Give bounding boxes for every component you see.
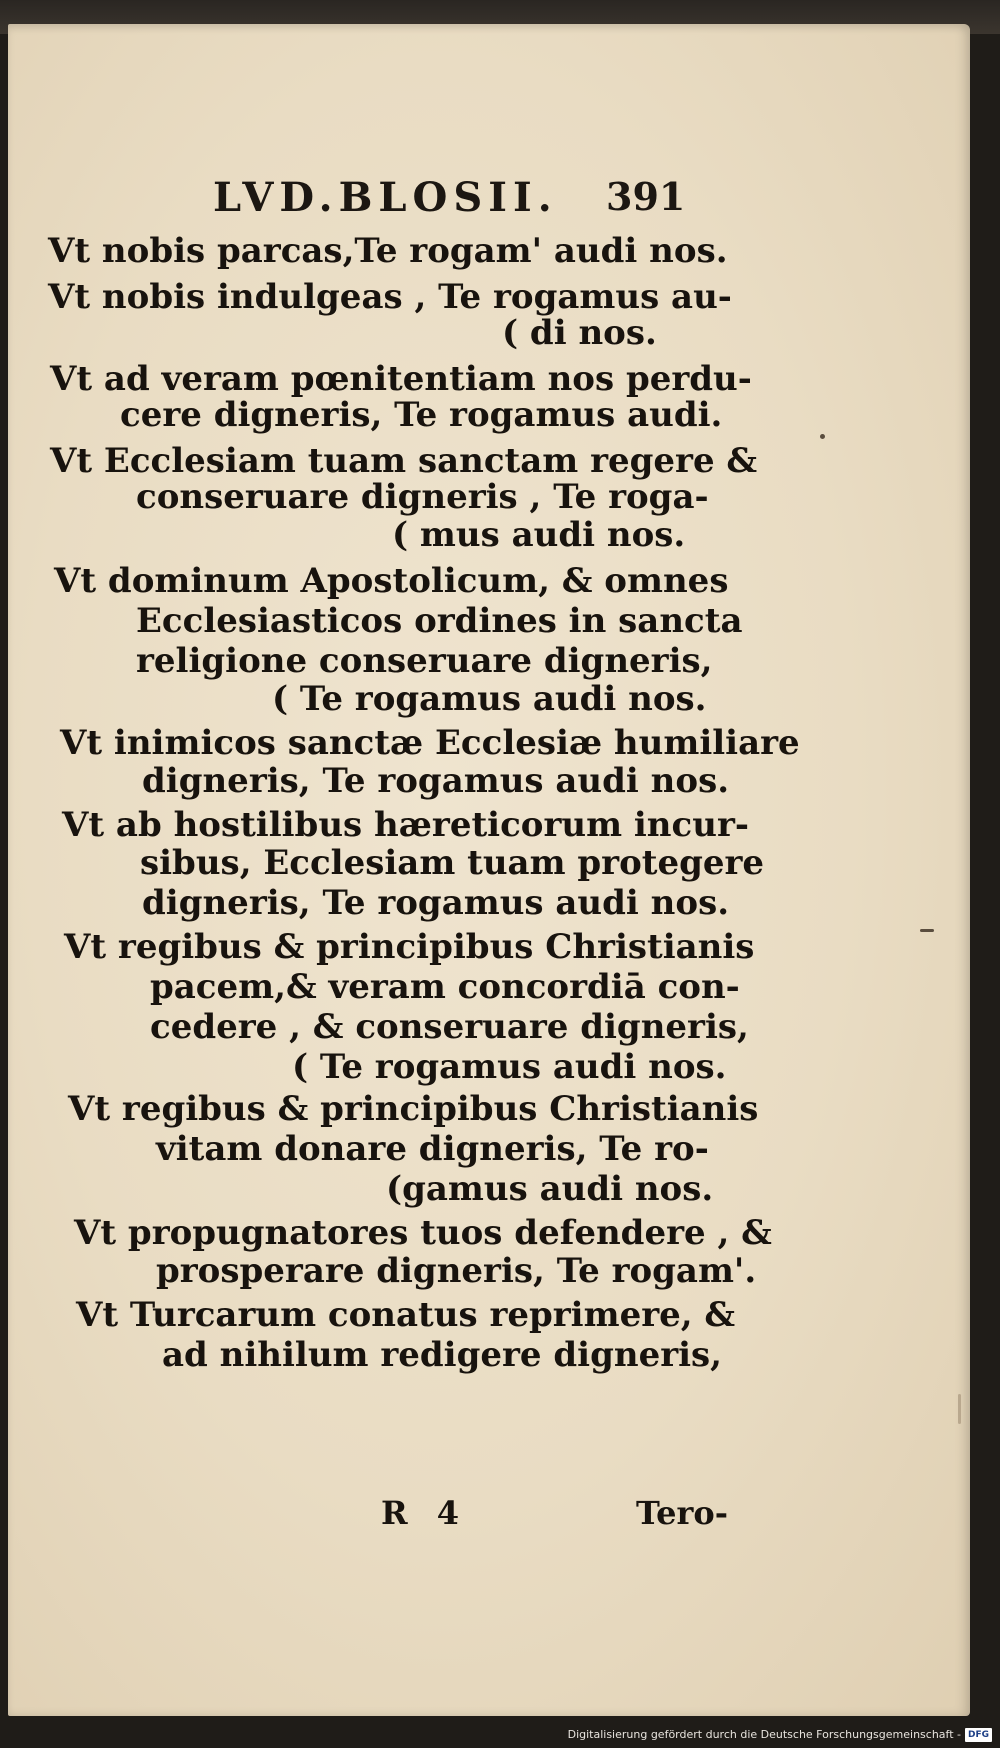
text-line: Ecclesiasticos ordines in sancta — [136, 601, 743, 641]
catchword: Tero- — [636, 1494, 728, 1532]
text-line: Vt ab hostilibus hæreticorum incur- — [62, 805, 749, 845]
running-title: LVD.BLOSII. — [213, 174, 558, 221]
paper-crease — [958, 1394, 961, 1424]
credit-text: Digitalisierung gefördert durch die Deutsche Forschungsgemeinschaft - — [567, 1728, 961, 1741]
digitization-credit — [568, 1724, 992, 1746]
text-line: Vt regibus & principibus Christianis — [68, 1089, 759, 1129]
text-line: Vt ad veram pœnitentiam nos perdu- — [50, 359, 752, 399]
text-line: ad nihilum redigere digneris, — [162, 1335, 723, 1375]
book-page — [8, 24, 970, 1716]
text-line: Vt nobis indulgeas , Te rogamus au- — [48, 277, 732, 317]
text-line: ( mus audi nos. — [392, 515, 686, 555]
text-line: pacem,& veram concordiā con- — [150, 967, 740, 1007]
text-line: Vt nobis parcas,Te rogam' audi nos. — [48, 231, 728, 271]
text-line: ( di nos. — [502, 313, 657, 353]
text-line: sibus, Ecclesiam tuam protegere — [140, 843, 765, 883]
text-line: religione conseruare digneris, — [136, 641, 713, 681]
text-line: Vt regibus & principibus Christianis — [64, 927, 755, 967]
paper-speck — [920, 929, 934, 932]
page-number: 391 — [606, 174, 686, 219]
text-line: cedere , & conseruare digneris, — [150, 1007, 749, 1047]
text-line: Vt dominum Apostolicum, & omnes — [54, 561, 729, 601]
text-line: Vt propugnatores tuos defendere , & — [74, 1213, 772, 1253]
text-line: conseruare digneris , Te roga- — [136, 477, 709, 517]
text-line: digneris, Te rogamus audi nos. — [142, 883, 730, 923]
text-line: Vt Turcarum conatus reprimere, & — [76, 1295, 736, 1335]
text-line: digneris, Te rogamus audi nos. — [142, 761, 730, 801]
running-head — [8, 174, 970, 224]
text-line: vitam donare digneris, Te ro- — [156, 1129, 709, 1169]
text-line: prosperare digneris, Te rogam'. — [156, 1251, 757, 1291]
signature-mark: R 4 — [381, 1494, 459, 1532]
text-line: cere digneris, Te rogamus audi. — [120, 395, 723, 435]
text-line: ( Te rogamus audi nos. — [292, 1047, 727, 1087]
dfg-logo: DFG — [965, 1728, 992, 1742]
text-line: ( Te rogamus audi nos. — [272, 679, 707, 719]
text-line: Vt Ecclesiam tuam sanctam regere & — [50, 441, 758, 481]
text-line: Vt inimicos sanctæ Ecclesiæ humiliare — [60, 723, 800, 763]
paper-speck — [820, 434, 825, 439]
text-line: (gamus audi nos. — [386, 1169, 714, 1209]
